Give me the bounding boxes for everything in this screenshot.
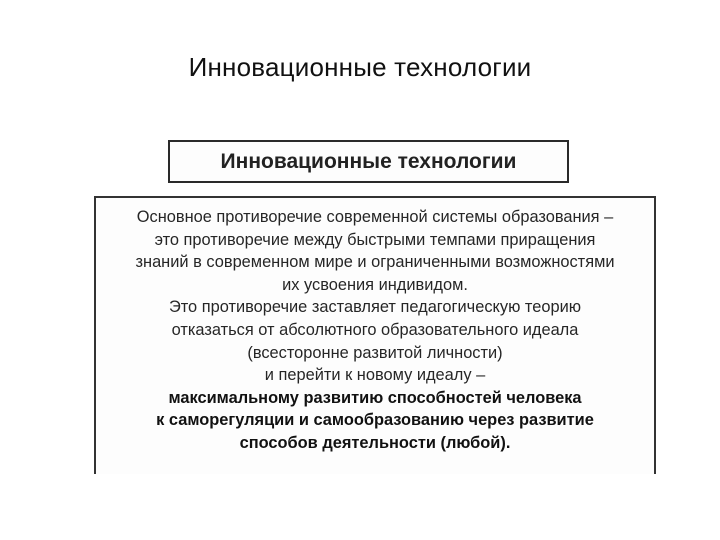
scanned-heading-box: Инновационные технологии (168, 140, 569, 183)
text-line: и перейти к новому идеалу – (264, 366, 486, 385)
text-line: знаний в современном мире и ограниченными возможностями (135, 253, 615, 272)
text-line: Основное противоречие современной системы образования – (136, 208, 614, 226)
text-line: отказаться от абсолютного образовательного идеала (171, 320, 579, 339)
scanned-text-box (94, 196, 656, 474)
bold-text-line: к саморегуляции и самообразованию через развитие (156, 411, 594, 430)
bold-text-line: максимальному развитию способностей человека (168, 388, 582, 407)
slide-title: Инновационные технологии (188, 52, 532, 82)
text-line: (всесторонне развитой личности) (247, 343, 503, 362)
text-line: это противоречие между быстрыми темпами приращения (154, 230, 596, 249)
text-line: их усвоения индивидом. (282, 275, 468, 294)
bold-text-line: способов деятельности (любой). (239, 433, 511, 452)
text-line: Это противоречие заставляет педагогическую теорию (168, 298, 582, 317)
